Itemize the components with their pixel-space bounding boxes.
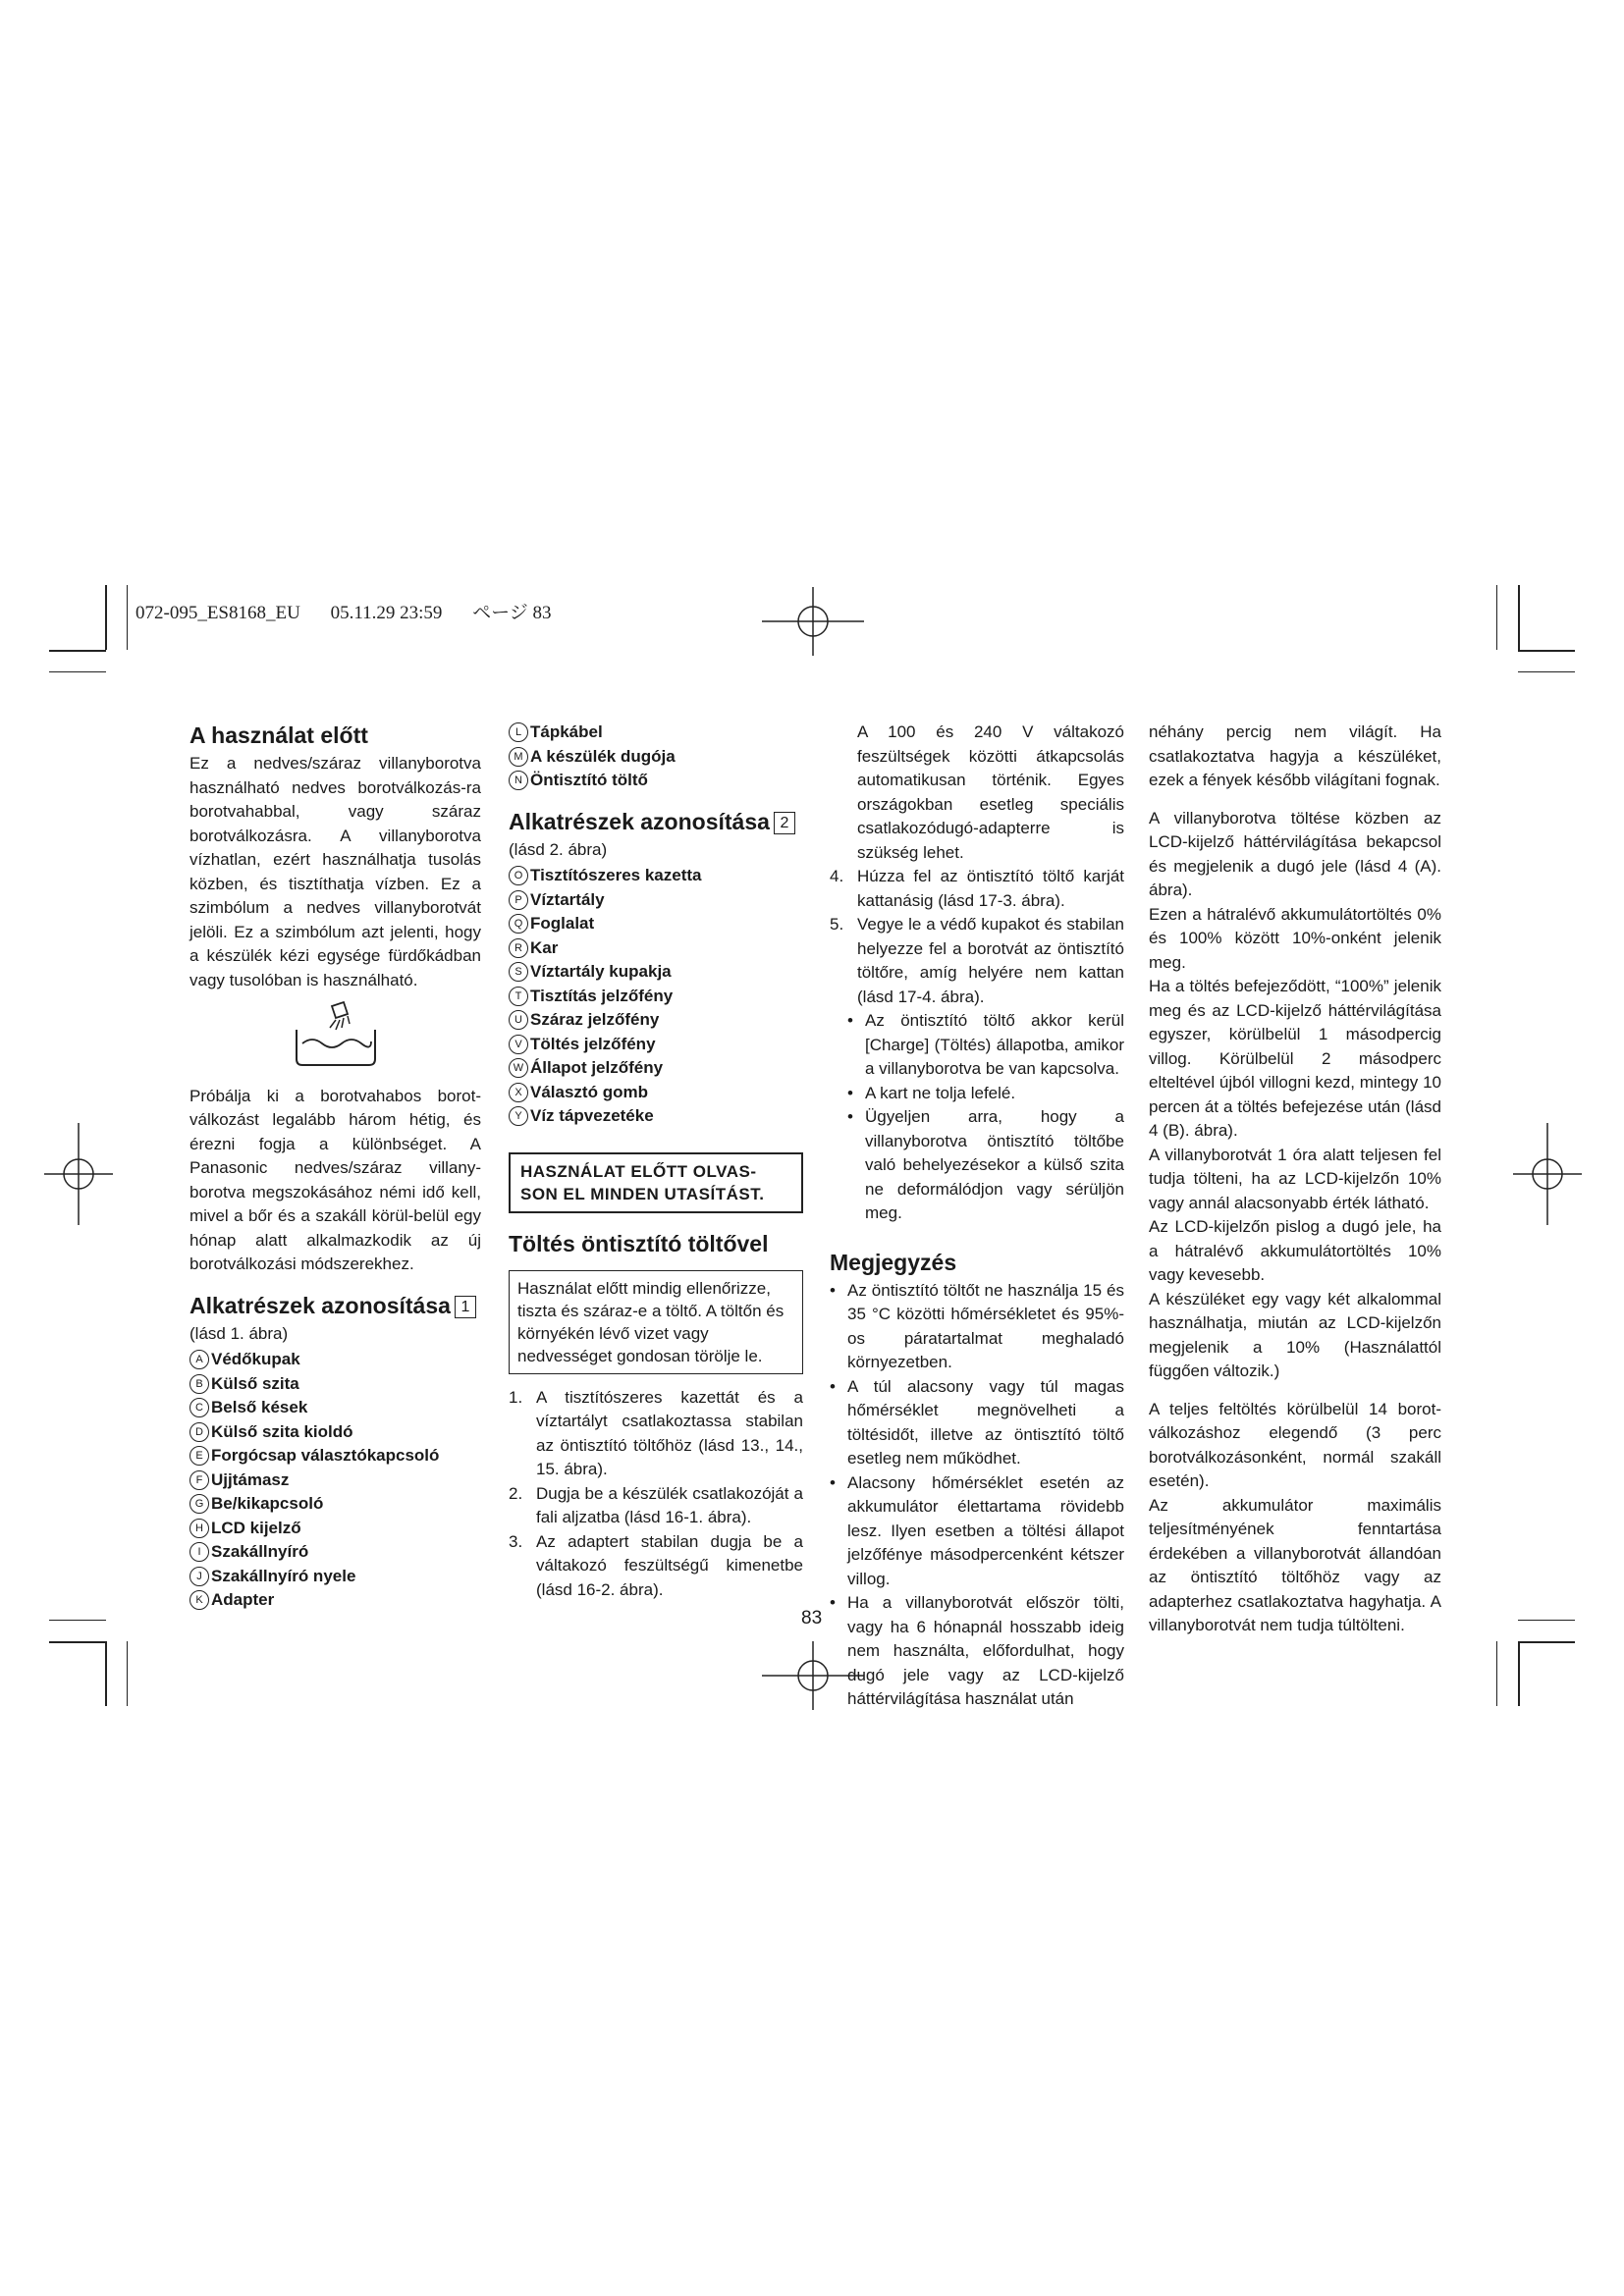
part-item: F Ujjtámasz — [189, 1468, 481, 1493]
notes-list — [830, 1279, 1124, 1712]
paragraph: A villanyborotvát 1 óra alatt teljesen fel tudja tölteni, ha az LCD-kijelzőn 10% vagy annál alacsonyabb érték látható. — [1149, 1145, 1441, 1212]
parts-list-1-continued — [509, 721, 803, 793]
crop-mark — [49, 650, 106, 652]
part-item: Y Víz tápvezetéke — [509, 1104, 803, 1129]
list-item: • A túl alacsony vagy túl magas hőmérséklet megnövelheti a töltésidőt, illetve az öntisztító töltő esetleg nem működhet. — [830, 1376, 1124, 1468]
crop-mark — [1518, 1641, 1520, 1706]
list-item: • Alacsony hőmérséklet esetén az akkumulátor élettartama rövidebb lesz. Ilyen esetben a töltési állapot jelzőfénye másodpercenként kétszer villog. — [830, 1472, 1124, 1588]
list-item: • Ha a villanyborotvát először tölti, vagy ha 6 hónapnál hosszabb ideig nem használta, előfordulhat, hogy dugó jele vagy az LCD-kijelző háttérvilágítása használat után — [830, 1593, 1124, 1708]
page-number: 83 — [801, 1608, 823, 1629]
crop-mark — [49, 1620, 106, 1621]
charging-steps-continued — [830, 865, 1124, 1009]
header-datetime: 05.11.29 23:59 — [330, 603, 443, 623]
parts-list-2 — [509, 864, 803, 1129]
charging-steps — [509, 1386, 803, 1603]
part-item: C Belső kések — [189, 1396, 481, 1420]
crop-mark — [1518, 650, 1575, 652]
list-item: • Ügyeljen arra, hogy a villanyborotva öntisztító töltőbe való behelyezésekor a külső szita ne deformálódjon vagy sérüljön meg. — [847, 1107, 1124, 1222]
charging-note-box: Használat előtt mindig ellenőrizze, tiszta és száraz-e a töltő. A töltőn és környékén lévő vizet vagy nedvességet gondosan törölje le. — [509, 1270, 803, 1374]
intro-paragraph: Ez a nedves/száraz villanyborotva használható nedves borotválkozás-ra borotvahabbal, vagy száraz borotválkozásra. A villanyborotva vízhatlan, ezért használhatja tusolás közben, és tisztíthatja vízben. Ez a szimbólum a nedves villanyborotvát jelöli. Ez a szimbólum azt jelenti, hogy a készülék kézi egysége fürdőkádban vagy tusolóban is használható. — [189, 754, 481, 989]
registration-mark-right — [1513, 1123, 1582, 1225]
part-item: X Választó gomb — [509, 1081, 803, 1105]
crop-mark — [105, 1641, 107, 1706]
paragraph: A villanyborotva töltése közben az LCD-kijelző háttérvilágítása bekapcsol és megjelenik a dugó jele (lásd 4 (A). ábra). — [1149, 808, 1441, 899]
part-item: P Víztartály — [509, 888, 803, 913]
paragraph: Az LCD-kijelzőn pislog a dugó jele, ha a hátralévő akkumulátortöltés 10% vagy kevesebb. — [1149, 1217, 1441, 1284]
paragraph: Az akkumulátor maximális teljesítményének fenntartása érdekében a villanyborotvát állandóan az öntisztító töltőhöz vagy az adapterhez csatlakoztatva hagyhatja. A villanyborotvát nem tudja túltölteni. — [1149, 1495, 1441, 1634]
part-item: T Tisztítás jelzőfény — [509, 985, 803, 1009]
list-item: • Az öntisztító töltő akkor kerül [Charge] (Töltés) állapotba, amikor a villanyborotva be van kapcsolva. — [847, 1011, 1124, 1078]
parts-list-1 — [189, 1348, 481, 1613]
crop-mark — [1518, 1620, 1575, 1621]
figure-number-box: 2 — [774, 812, 795, 834]
part-item: W Állapot jelzőfény — [509, 1056, 803, 1081]
crop-mark — [127, 585, 128, 650]
column-4 — [1149, 721, 1441, 1638]
try-paragraph: Próbálja ki a borotvahabos borot-válkozást legalább három hétig, és érezni fogja a különbséget. A Panasonic nedves/száraz villany-borotva megszokásához némi idő kell, mivel a bőr és a szakáll körül-belül egy hónap alatt alkalmazkodik az új borotválkozási módszerekhez. — [189, 1086, 481, 1273]
part-item: K Adapter — [189, 1588, 481, 1613]
print-header — [135, 598, 577, 624]
section-title-before-use: A használat előtt — [189, 722, 368, 748]
part-item: I Szakállnyíró — [189, 1540, 481, 1565]
paragraph: A teljes feltöltés körülbelül 14 borot-válkozáshoz elegendő (3 perc borotválkozásonként, normál szakáll esetén). — [1149, 1399, 1441, 1490]
step-5-bullets — [830, 1009, 1124, 1226]
section-title-parts-1: Alkatrészek azonosítása 1 — [189, 1291, 481, 1320]
parts-1-ref: (lásd 1. ábra) — [189, 1323, 289, 1343]
crop-mark — [1496, 1641, 1497, 1706]
column-3 — [830, 721, 1124, 1712]
list-item: 4. Húzza fel az öntisztító töltő karját kattanásig (lásd 17-3. ábra). — [830, 867, 1124, 910]
parts-2-ref: (lásd 2. ábra) — [509, 839, 608, 859]
crop-mark — [1518, 585, 1520, 650]
crop-mark — [1518, 1641, 1575, 1643]
part-item: A Védőkupak — [189, 1348, 481, 1372]
header-page-ref: ページ 83 — [472, 603, 552, 623]
part-item: M A készülék dugója — [509, 745, 803, 770]
section-title-note: Megjegyzés — [830, 1249, 957, 1275]
column-2 — [509, 721, 803, 1602]
part-item: G Be/kikapcsoló — [189, 1492, 481, 1517]
list-item: 3. Az adaptert stabilan dugja be a váltakozó feszültségű kimenetbe (lásd 16-2. ábra). — [509, 1531, 803, 1599]
shower-bath-icon — [189, 992, 481, 1085]
crop-mark — [1496, 585, 1497, 650]
header-file: 072-095_ES8168_EU — [135, 603, 300, 623]
part-item: V Töltés jelzőfény — [509, 1033, 803, 1057]
paragraph: Ezen a hátralévő akkumulátortöltés 0% és 100% között 10%-onként jelenik meg. — [1149, 904, 1441, 972]
part-item: S Víztartály kupakja — [509, 960, 803, 985]
crop-mark — [49, 1641, 106, 1643]
part-item: L Tápkábel — [509, 721, 803, 745]
crop-mark — [49, 671, 106, 672]
part-item: J Szakállnyíró nyele — [189, 1565, 481, 1589]
list-item: 5. Vegye le a védő kupakot és stabilan helyezze fel a borotvát az öntisztító töltőre, amíg helyére nem kattan (lásd 17-4. ábra). — [830, 915, 1124, 1006]
list-item: • Az öntisztító töltőt ne használja 15 és 35 °C közötti hőmérsékletet és 95%-os páratartalmat meghaladó környezetben. — [830, 1280, 1124, 1371]
figure-number-box: 1 — [455, 1296, 476, 1318]
part-item: Q Foglalat — [509, 912, 803, 936]
paragraph: A készüléket egy vagy két alkalommal használhatja, miután az LCD-kijelzőn megjelenik a 10% (Használattól függően változik.) — [1149, 1289, 1441, 1380]
part-item: E Forgócsap választókapcsoló — [189, 1444, 481, 1468]
part-item: B Külső szita — [189, 1372, 481, 1397]
section-title-parts-2: Alkatrészek azonosítása 2 — [509, 807, 803, 836]
paragraph: néhány percig nem világít. Ha csatlakoztatva hagyja a készüléket, ezek a fények később világítani fognak. — [1149, 722, 1441, 789]
registration-mark-top — [762, 587, 864, 656]
part-item: H LCD kijelző — [189, 1517, 481, 1541]
part-item: D Külső szita kioldó — [189, 1420, 481, 1445]
crop-mark — [1518, 671, 1575, 672]
section-title-charging: Töltés öntisztító töltővel — [509, 1230, 769, 1256]
paragraph: Ha a töltés befejeződött, “100%” jelenik meg és az LCD-kijelző háttérvilágítása egyszer, körülbelül 1 másodpercig villog. Körülbelül 2 másodperc elteltével újból villogni kezd, mintegy 10 percen át a töltés befejezése után (lásd 4 (B). ábra). — [1149, 977, 1441, 1140]
list-item: • A kart ne tolja lefelé. — [847, 1083, 1016, 1102]
list-item: 2. Dugja be a készülék csatlakozóját a fali aljzatba (lásd 16-1. ábra). — [509, 1483, 803, 1526]
column-1 — [189, 721, 481, 1613]
part-item: R Kar — [509, 936, 803, 961]
part-item: N Öntisztító töltő — [509, 769, 803, 793]
part-item: U Száraz jelzőfény — [509, 1008, 803, 1033]
list-item: 1. A tisztítószeres kazettát és a víztartályt csatlakoztassa stabilan az öntisztító töltőhöz (lásd 13., 14., 15. ábra). — [509, 1387, 803, 1478]
crop-mark — [105, 585, 107, 650]
crop-mark — [127, 1641, 128, 1706]
step-3-continued: A 100 és 240 V váltakozó feszültségek közötti átkapcsolás automatikusan történik. Egyes országokban esetleg speciális csatlakozódugó-adapterre is szükség lehet. — [857, 722, 1124, 862]
part-item: O Tisztítószeres kazetta — [509, 864, 803, 888]
registration-mark-left — [44, 1123, 113, 1225]
warning-box: HASZNÁLAT ELŐTT OLVAS-SON EL MINDEN UTASÍTÁST. — [509, 1152, 803, 1213]
